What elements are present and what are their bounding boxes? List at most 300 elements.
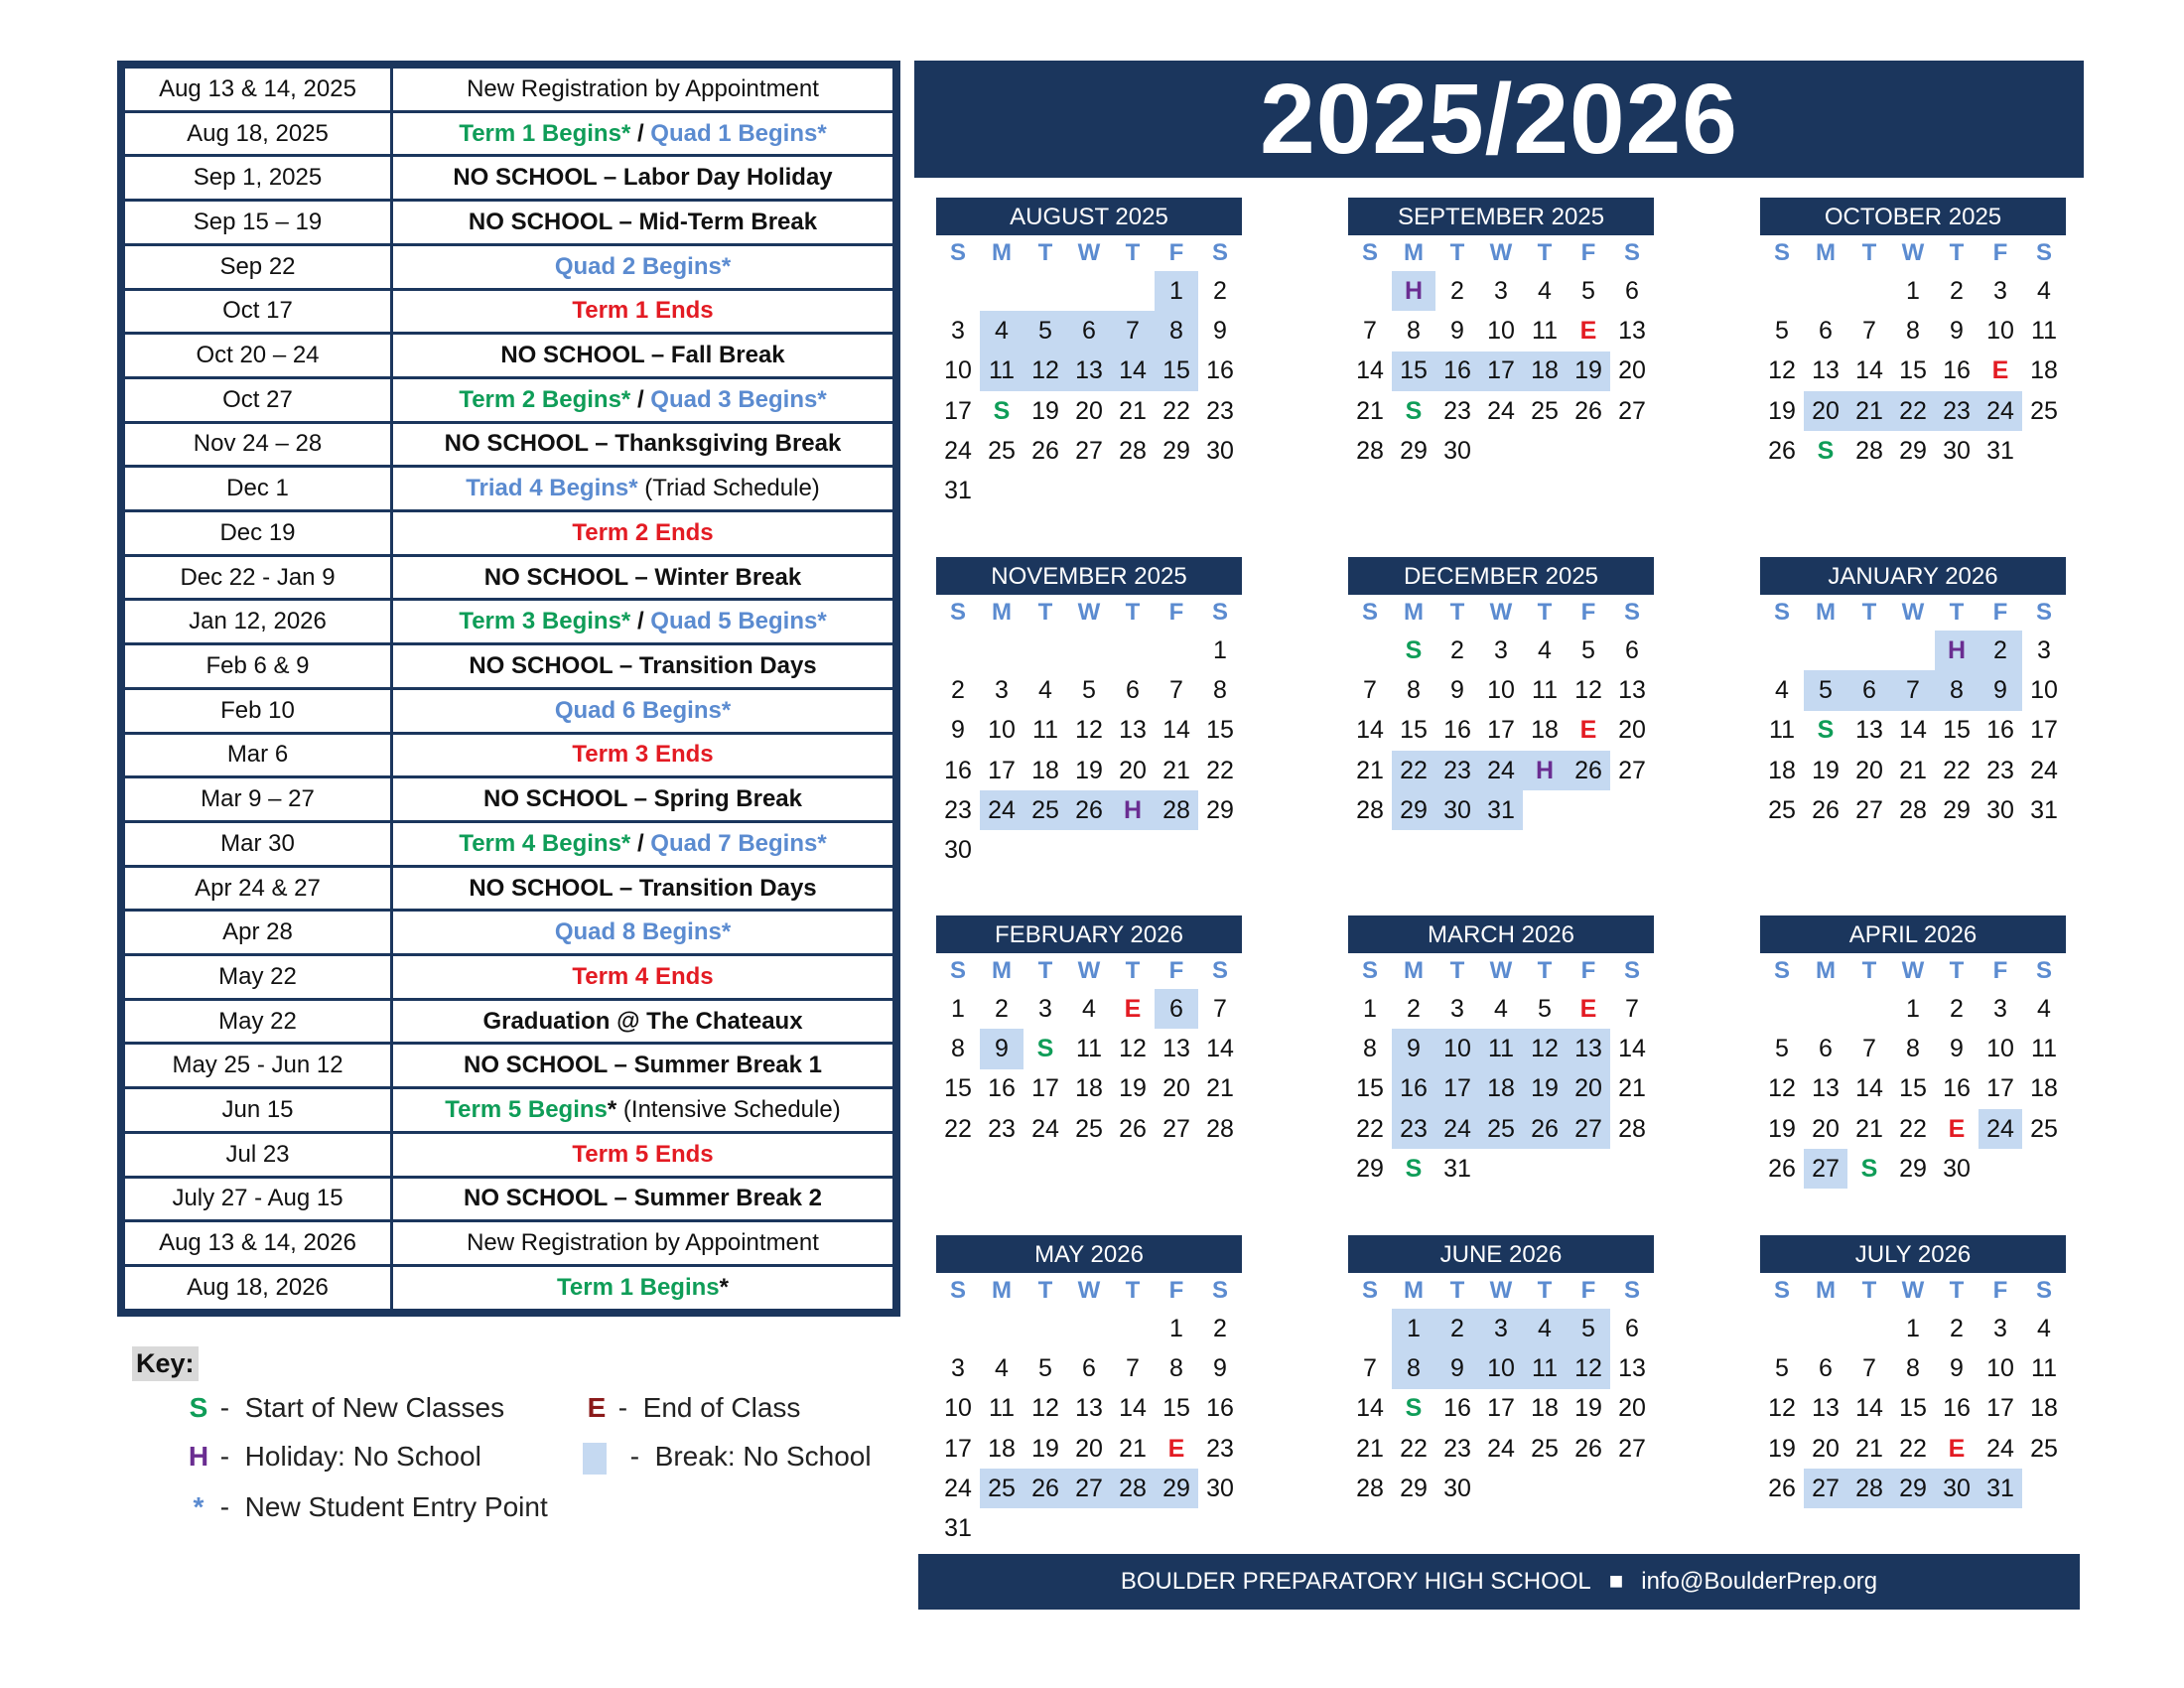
weekday-header: [1348, 1273, 1654, 1309]
day-cell: 10: [1986, 1353, 2014, 1382]
month-title: MAY 2026: [936, 1235, 1242, 1273]
key-holiday-symbol: H: [188, 1441, 209, 1472]
weekday-label: T: [1861, 957, 1877, 984]
weekday-label: S: [1773, 599, 1790, 626]
key-item-break: [583, 1441, 872, 1475]
day-cell: 11: [2031, 1034, 2057, 1062]
event-date: Aug 13 & 14, 2025: [124, 68, 392, 112]
month-title: JUNE 2026: [1348, 1235, 1654, 1273]
empty-cell: [1155, 631, 1198, 670]
day-cell: 14: [1855, 1394, 1883, 1423]
event-date: Sep 22: [124, 244, 392, 289]
event-description-segment: NO SCHOOL – Winter Break: [483, 563, 802, 591]
day-cell: 27: [1618, 756, 1646, 784]
day-cell: 20: [1119, 756, 1147, 784]
weekday-header: [936, 235, 1242, 271]
day-cell: 4: [1494, 994, 1508, 1023]
weekday-label: T: [1949, 957, 1965, 984]
day-cell: 25: [1531, 1434, 1559, 1463]
month-calendar: [1760, 1235, 2066, 1508]
day-cell: 26: [1574, 396, 1602, 425]
day-cell: 23: [1986, 756, 2014, 784]
empty-cell: [1804, 631, 1847, 670]
event-date: May 22: [124, 999, 392, 1044]
empty-cell: [1111, 631, 1155, 670]
day-cell: 5: [1038, 1353, 1052, 1382]
event-date: Dec 19: [124, 511, 392, 556]
day-cell: 29: [1899, 436, 1927, 465]
weekday-label: M: [1404, 957, 1424, 984]
event-description-segment: /: [630, 829, 651, 857]
event-description-segment: NO SCHOOL – Labor Day Holiday: [453, 164, 833, 192]
weekday-label: T: [1037, 599, 1053, 626]
event-row: [124, 244, 894, 289]
day-cell: 7: [1126, 1353, 1140, 1382]
day-cell: 15: [1356, 1074, 1384, 1103]
day-cell: 9: [1979, 670, 2022, 710]
start-class-day: S: [1405, 396, 1423, 425]
day-cell: 6: [1625, 635, 1639, 664]
end-class-day: E: [1124, 994, 1142, 1023]
day-cell: 1: [1155, 271, 1198, 311]
day-cell: 16: [944, 756, 972, 784]
day-cell: 10: [1986, 1034, 2014, 1062]
event-row: [124, 600, 894, 644]
weekday-label: S: [1211, 599, 1228, 626]
weekday-label: M: [1816, 599, 1836, 626]
day-cell: 2: [951, 675, 965, 704]
day-cell: 27: [1162, 1114, 1190, 1143]
day-cell: 17: [1487, 716, 1515, 745]
day-cell: 12: [1119, 1034, 1147, 1062]
start-class-day: S: [993, 396, 1011, 425]
day-cell: 11: [1076, 1034, 1102, 1062]
day-cell: 21: [1356, 756, 1384, 784]
day-cell: 16: [1943, 356, 1971, 385]
month-title: DECEMBER 2025: [1348, 557, 1654, 595]
key-dash: -: [219, 1491, 230, 1522]
day-cell: 29: [1400, 1474, 1428, 1502]
event-description: [392, 821, 894, 866]
weekday-label: M: [1816, 239, 1836, 266]
day-cell: 14: [1162, 716, 1190, 745]
day-cell: 29: [1943, 795, 1971, 824]
day-cell: 27: [1067, 1469, 1111, 1508]
day-cell: 7: [1625, 994, 1639, 1023]
end-class-day: E: [1579, 316, 1597, 345]
weekday-label: T: [1861, 239, 1877, 266]
day-cell: 3: [951, 1353, 965, 1382]
event-date: Mar 6: [124, 733, 392, 777]
event-description-segment: Quad 2 Begins*: [554, 252, 732, 280]
day-cell: 29: [1891, 1469, 1935, 1508]
day-cell: 29: [1356, 1154, 1384, 1183]
key-dash: -: [219, 1392, 230, 1423]
day-cell: 22: [1400, 1434, 1428, 1463]
day-cell: 4: [980, 311, 1024, 351]
day-cell: 15: [1155, 352, 1198, 391]
day-cell: 23: [1206, 1434, 1234, 1463]
event-date: Feb 10: [124, 688, 392, 733]
weekday-label: S: [2035, 239, 2052, 266]
day-cell: 7: [1862, 316, 1876, 345]
day-cell: 24: [1487, 1434, 1515, 1463]
event-description-segment: *: [719, 1273, 729, 1301]
day-cell: 2: [1450, 635, 1464, 664]
event-date: Oct 17: [124, 289, 392, 334]
day-cell: 7: [1363, 675, 1377, 704]
empty-cell: [936, 631, 980, 670]
weekday-label: T: [1861, 1277, 1877, 1304]
weekday-label: T: [1537, 957, 1553, 984]
weekday-label: S: [1623, 239, 1640, 266]
event-description-segment: Graduation @ The Chateaux: [482, 1007, 803, 1035]
event-description-segment: NO SCHOOL – Transition Days: [469, 651, 817, 679]
day-cell: 25: [1075, 1114, 1103, 1143]
day-cell: 4: [2037, 276, 2051, 305]
day-cell: 9: [1213, 316, 1227, 345]
day-cell: 16: [1986, 716, 2014, 745]
day-cell: 30: [1206, 436, 1234, 465]
event-description-segment: Triad 4 Begins*: [466, 475, 638, 502]
day-cell: 10: [1479, 1348, 1523, 1388]
month-calendar: [936, 557, 1242, 871]
weekday-label: M: [992, 957, 1012, 984]
key-dash: -: [219, 1441, 230, 1472]
event-description-segment: Term 3 Begins*: [459, 608, 631, 635]
weekday-header: [1760, 1273, 2066, 1309]
day-cell: 9: [1435, 1348, 1479, 1388]
key-break-label: Break: No School: [654, 1441, 872, 1472]
month-title: MARCH 2026: [1348, 915, 1654, 953]
day-cell: 9: [1392, 1029, 1435, 1068]
day-cell: 14: [1356, 1394, 1384, 1423]
weekday-header: [936, 595, 1242, 631]
weekday-label: F: [1168, 239, 1184, 266]
day-cell: 3: [1479, 1309, 1523, 1348]
day-cell: 1: [1906, 276, 1920, 305]
event-description: [392, 600, 894, 644]
key-end-label: End of Class: [642, 1392, 801, 1423]
day-cell: 13: [1075, 1394, 1103, 1423]
day-cell: 16: [1206, 1394, 1234, 1423]
key-item-holiday: [185, 1441, 481, 1473]
day-cell: 21: [1855, 1114, 1883, 1143]
day-cell: 4: [2037, 1314, 2051, 1342]
weekday-label: S: [1623, 957, 1640, 984]
day-cell: 28: [1111, 1469, 1155, 1508]
event-date: Jan 12, 2026: [124, 600, 392, 644]
day-cell: 14: [1855, 1074, 1883, 1103]
day-cell: 8: [1363, 1034, 1377, 1062]
weekday-label: W: [1489, 239, 1513, 266]
month-calendar: [1760, 557, 2066, 830]
day-cell: 11: [2031, 1353, 2057, 1382]
weekday-label: F: [1580, 1277, 1596, 1304]
day-cell: 4: [1538, 635, 1552, 664]
event-date: Mar 30: [124, 821, 392, 866]
weekday-label: F: [1168, 957, 1184, 984]
weekday-label: T: [1125, 239, 1141, 266]
holiday-day: H: [1935, 631, 1979, 670]
day-cell: 27: [1804, 1149, 1847, 1189]
event-description: [392, 244, 894, 289]
event-description: [392, 201, 894, 245]
day-cell: 30: [1443, 436, 1471, 465]
day-cell: 8: [1906, 1034, 1920, 1062]
event-description: [392, 555, 894, 600]
weekday-label: M: [992, 239, 1012, 266]
day-cell: 20: [1804, 391, 1847, 431]
day-cell: 20: [1855, 756, 1883, 784]
weekday-label: S: [1361, 1277, 1378, 1304]
weekday-label: F: [1992, 957, 2008, 984]
key-title: Key:: [132, 1346, 199, 1381]
day-cell: 10: [988, 716, 1016, 745]
day-cell: 6: [1819, 316, 1833, 345]
month-title: OCTOBER 2025: [1760, 198, 2066, 235]
event-row: [124, 733, 894, 777]
event-date: Dec 22 - Jan 9: [124, 555, 392, 600]
event-description-segment: Term 2 Begins*: [459, 385, 631, 413]
event-row: [124, 422, 894, 467]
weekday-label: T: [1449, 957, 1465, 984]
day-cell: 19: [1567, 352, 1610, 391]
month-calendar: [936, 198, 1242, 511]
empty-cell: [980, 271, 1024, 311]
weekday-label: W: [1901, 1277, 1925, 1304]
day-cell: 13: [1162, 1034, 1190, 1062]
month-calendar: [1760, 915, 2066, 1189]
day-cell: 3: [1494, 635, 1508, 664]
day-cell: 16: [1443, 1394, 1471, 1423]
day-cell: 26: [1031, 436, 1059, 465]
day-cell: 13: [1618, 316, 1646, 345]
day-cell: 22: [1899, 1114, 1927, 1143]
day-cell: 8: [1906, 1353, 1920, 1382]
event-description-segment: Quad 8 Begins*: [554, 918, 732, 946]
holiday-day: H: [1523, 751, 1567, 790]
day-cell: 21: [1618, 1074, 1646, 1103]
day-cell: 11: [1523, 1348, 1567, 1388]
day-cell: 16: [988, 1074, 1016, 1103]
day-cell: 19: [1031, 396, 1059, 425]
weekday-label: M: [1816, 1277, 1836, 1304]
weekday-label: S: [1773, 957, 1790, 984]
event-date: May 25 - Jun 12: [124, 1044, 392, 1088]
day-cell: 29: [1899, 1154, 1927, 1183]
event-row: [124, 866, 894, 911]
day-cell: 28: [1899, 795, 1927, 824]
day-cell: 3: [951, 316, 965, 345]
day-cell: 19: [1574, 1394, 1602, 1423]
month-calendar: [1760, 198, 2066, 471]
event-date: Apr 28: [124, 911, 392, 955]
day-cell: 19: [1119, 1074, 1147, 1103]
day-cell: 25: [2030, 1114, 2058, 1143]
empty-cell: [980, 1309, 1024, 1348]
key-start-label: Start of New Classes: [244, 1392, 505, 1423]
days-grid: [1760, 271, 2066, 471]
event-description: [392, 511, 894, 556]
event-description-segment: Term 1 Begins: [459, 119, 621, 147]
day-cell: 6: [1625, 1314, 1639, 1342]
day-cell: 24: [1435, 1109, 1479, 1149]
day-cell: 28: [1847, 1469, 1891, 1508]
event-description: [392, 955, 894, 1000]
event-date: Aug 18, 2025: [124, 111, 392, 156]
day-cell: 6: [1067, 311, 1111, 351]
day-cell: 9: [980, 1029, 1024, 1068]
end-class-day: E: [1948, 1434, 1966, 1463]
day-cell: 24: [1979, 391, 2022, 431]
empty-cell: [1348, 271, 1392, 311]
day-cell: 14: [1618, 1034, 1646, 1062]
day-cell: 18: [2030, 1394, 2058, 1423]
weekday-label: T: [1449, 599, 1465, 626]
day-cell: 31: [2030, 795, 2058, 824]
day-cell: 26: [1812, 795, 1840, 824]
day-cell: 24: [944, 436, 972, 465]
event-description-segment: *: [607, 1096, 617, 1124]
weekday-label: M: [992, 599, 1012, 626]
event-description-segment: Term 2 Ends: [572, 518, 714, 546]
month-title: NOVEMBER 2025: [936, 557, 1242, 595]
events-panel: [117, 61, 900, 1317]
day-cell: 14: [1206, 1034, 1234, 1062]
day-cell: 14: [1119, 1394, 1147, 1423]
event-description: [392, 1044, 894, 1088]
day-cell: 27: [1618, 396, 1646, 425]
event-row: [124, 68, 894, 112]
day-cell: 15: [1899, 356, 1927, 385]
day-cell: 11: [1769, 716, 1795, 745]
day-cell: 17: [988, 756, 1016, 784]
days-grid: [1348, 631, 1654, 830]
day-cell: 31: [1443, 1154, 1471, 1183]
day-cell: 1: [1169, 1314, 1183, 1342]
day-cell: 22: [944, 1114, 972, 1143]
day-cell: 30: [1206, 1474, 1234, 1502]
day-cell: 7: [1213, 994, 1227, 1023]
day-cell: 29: [1392, 790, 1435, 830]
end-class-day: E: [1948, 1114, 1966, 1143]
event-description-segment: Term 1 Ends: [572, 297, 714, 325]
days-grid: [936, 1309, 1242, 1549]
day-cell: 18: [1531, 716, 1559, 745]
day-cell: 18: [1031, 756, 1059, 784]
weekday-label: T: [1537, 239, 1553, 266]
day-cell: 15: [1206, 716, 1234, 745]
footer-bar: [918, 1554, 2080, 1610]
key-entry-label: New Student Entry Point: [244, 1491, 548, 1522]
day-cell: 26: [1567, 751, 1610, 790]
day-cell: 3: [1038, 994, 1052, 1023]
day-cell: 31: [944, 477, 972, 505]
event-description-segment: Quad 7 Begins*: [650, 829, 827, 857]
day-cell: 10: [2030, 675, 2058, 704]
day-cell: 5: [1581, 276, 1595, 305]
event-description-segment: Term 5 Ends: [572, 1140, 714, 1168]
weekday-label: F: [1992, 599, 2008, 626]
weekday-label: W: [1489, 957, 1513, 984]
day-cell: 2: [1950, 994, 1964, 1023]
day-cell: 22: [1899, 1434, 1927, 1463]
day-cell: 11: [2031, 316, 2057, 345]
empty-cell: [1760, 1309, 1804, 1348]
empty-cell: [1804, 989, 1847, 1029]
day-cell: 4: [1082, 994, 1096, 1023]
day-cell: 15: [1899, 1394, 1927, 1423]
month-calendar: [1348, 557, 1654, 830]
event-description-segment: NO SCHOOL – Thanksgiving Break: [444, 430, 842, 458]
day-cell: 5: [1804, 670, 1847, 710]
day-cell: 30: [1935, 1469, 1979, 1508]
weekday-label: S: [2035, 599, 2052, 626]
weekday-label: W: [1489, 1277, 1513, 1304]
empty-cell: [1067, 1309, 1111, 1348]
empty-cell: [1348, 1309, 1392, 1348]
event-description-segment: /: [630, 119, 651, 147]
event-description-segment: /: [630, 608, 651, 635]
event-description-segment: NO SCHOOL – Summer Break 2: [463, 1185, 823, 1212]
day-cell: 8: [1906, 316, 1920, 345]
day-cell: 4: [1775, 675, 1789, 704]
event-description-segment: Quad 6 Begins*: [554, 696, 732, 724]
event-date: Oct 20 – 24: [124, 334, 392, 378]
event-description-segment: Term 5 Begins: [445, 1096, 608, 1124]
month-title: APRIL 2026: [1760, 915, 2066, 953]
event-description-segment: NO SCHOOL – Fall Break: [500, 342, 785, 369]
end-class-day: E: [1167, 1434, 1185, 1463]
event-description: [392, 1132, 894, 1177]
weekday-label: F: [1168, 1277, 1184, 1304]
day-cell: 26: [1119, 1114, 1147, 1143]
day-cell: 19: [1768, 1434, 1796, 1463]
event-description-segment: NO SCHOOL – Spring Break: [483, 785, 802, 813]
start-class-day: S: [1817, 716, 1835, 745]
day-cell: 10: [1487, 675, 1515, 704]
footer-email[interactable]: info@BoulderPrep.org: [1641, 1568, 1878, 1595]
day-cell: 22: [1943, 756, 1971, 784]
day-cell: 13: [1812, 356, 1840, 385]
day-cell: 4: [995, 1353, 1009, 1382]
month-title: AUGUST 2025: [936, 198, 1242, 235]
day-cell: 18: [1479, 1069, 1523, 1109]
days-grid: [1760, 989, 2066, 1189]
day-cell: 15: [1392, 352, 1435, 391]
event-description: [392, 68, 894, 112]
weekday-label: T: [1949, 239, 1965, 266]
day-cell: 24: [980, 790, 1024, 830]
day-cell: 10: [944, 356, 972, 385]
day-cell: 17: [1479, 352, 1523, 391]
event-date: Feb 6 & 9: [124, 644, 392, 689]
day-cell: 2: [1213, 1314, 1227, 1342]
day-cell: 17: [2030, 716, 2058, 745]
days-grid: [1348, 989, 1654, 1189]
day-cell: 21: [1206, 1074, 1234, 1103]
day-cell: 30: [1443, 1474, 1471, 1502]
day-cell: 5: [1567, 1309, 1610, 1348]
event-row: [124, 1044, 894, 1088]
event-row: [124, 467, 894, 511]
day-cell: 25: [1479, 1109, 1523, 1149]
day-cell: 17: [1986, 1394, 2014, 1423]
day-cell: 21: [1162, 756, 1190, 784]
event-description: [392, 111, 894, 156]
event-description-segment: New Registration by Appointment: [467, 1229, 819, 1257]
